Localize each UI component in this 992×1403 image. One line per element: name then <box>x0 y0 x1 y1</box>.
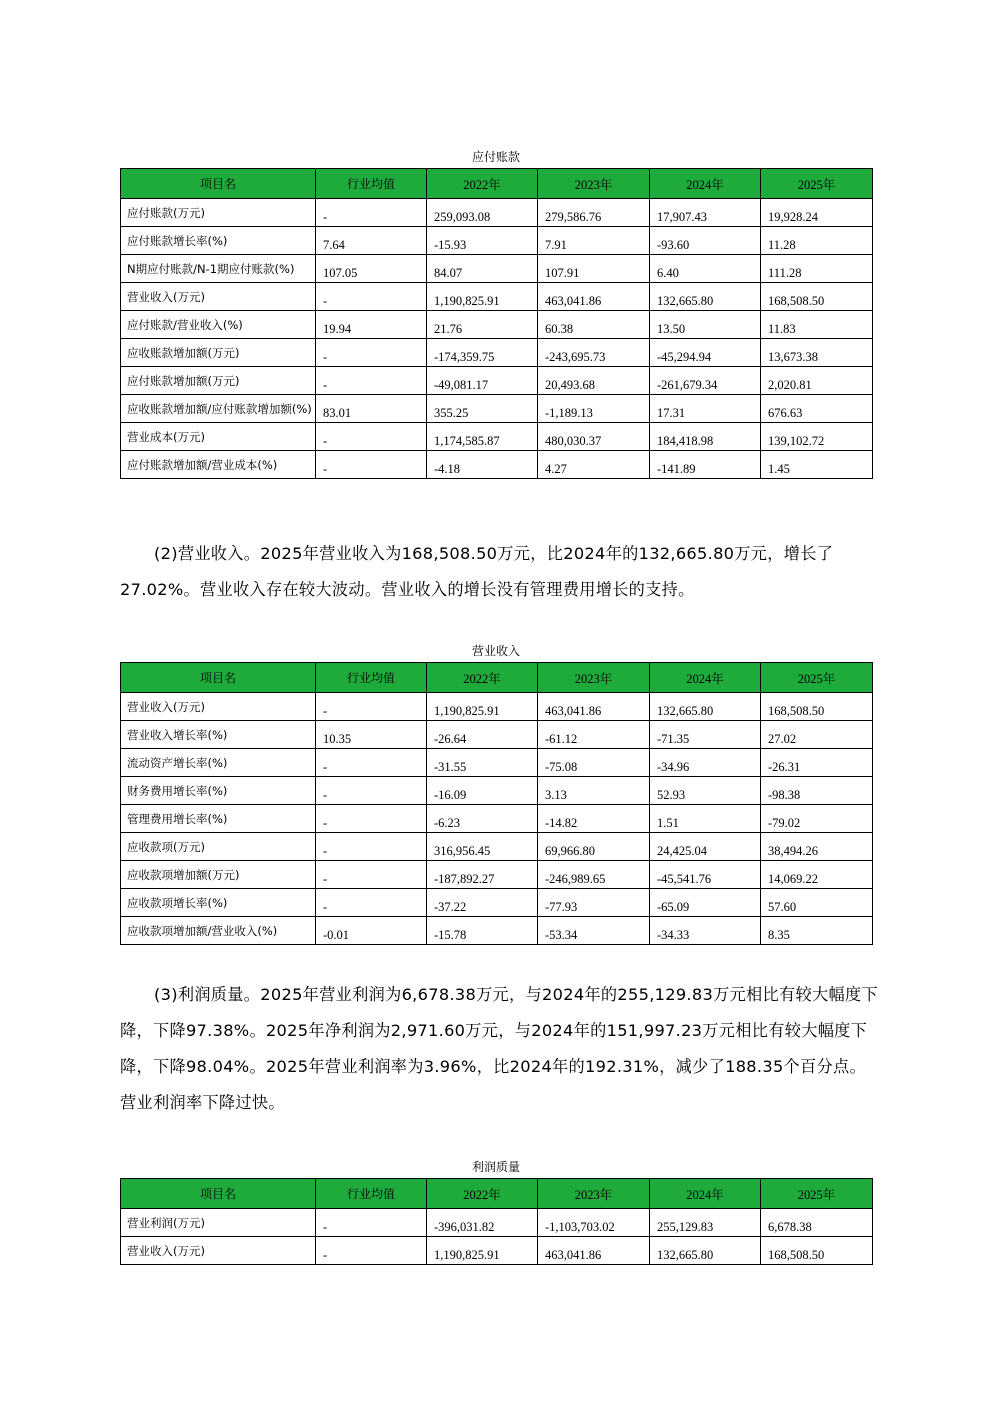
row-label-cell: 营业成本(万元) <box>121 423 316 451</box>
row-label-cell: 应收账款增加额/应付账款增加额(%) <box>121 395 316 423</box>
value-cell: -1,103,703.02 <box>538 1209 650 1237</box>
column-header: 2025年 <box>761 663 873 693</box>
value-cell: 19.94 <box>316 311 427 339</box>
value-cell: -34.33 <box>650 917 761 945</box>
value-cell: -1,189.13 <box>538 395 650 423</box>
value-cell: - <box>316 367 427 395</box>
value-cell: 17,907.43 <box>650 199 761 227</box>
table-row <box>121 917 873 945</box>
table-row <box>121 199 873 227</box>
row-label-cell: 营业收入(万元) <box>121 283 316 311</box>
value-cell: - <box>316 339 427 367</box>
value-cell: - <box>316 693 427 721</box>
table-row <box>121 423 873 451</box>
value-cell: 14,069.22 <box>761 861 873 889</box>
value-cell: 1,190,825.91 <box>427 283 538 311</box>
value-cell: -37.22 <box>427 889 538 917</box>
row-label-cell: 应付账款/营业收入(%) <box>121 311 316 339</box>
table-row <box>121 255 873 283</box>
value-cell: 111.28 <box>761 255 873 283</box>
revenue-table <box>120 662 873 945</box>
value-cell: - <box>316 777 427 805</box>
value-cell: 10.35 <box>316 721 427 749</box>
column-header: 2023年 <box>538 663 650 693</box>
value-cell: -98.38 <box>761 777 873 805</box>
value-cell: -15.93 <box>427 227 538 255</box>
value-cell: - <box>316 1237 427 1265</box>
value-cell: - <box>316 805 427 833</box>
value-cell: 1,190,825.91 <box>427 1237 538 1265</box>
row-label-cell: 应收款项增加额/营业收入(%) <box>121 917 316 945</box>
table-row <box>121 1209 873 1237</box>
value-cell: 4.27 <box>538 451 650 479</box>
value-cell: - <box>316 889 427 917</box>
table-row <box>121 833 873 861</box>
value-cell: -246,989.65 <box>538 861 650 889</box>
column-header: 2022年 <box>427 169 538 199</box>
value-cell: 6,678.38 <box>761 1209 873 1237</box>
value-cell: -77.93 <box>538 889 650 917</box>
value-cell: - <box>316 1209 427 1237</box>
value-cell: 259,093.08 <box>427 199 538 227</box>
value-cell: -65.09 <box>650 889 761 917</box>
row-label-cell: 应收账款增加额(万元) <box>121 339 316 367</box>
table-row <box>121 367 873 395</box>
value-cell: 17.31 <box>650 395 761 423</box>
value-cell: -174,359.75 <box>427 339 538 367</box>
value-cell: -31.55 <box>427 749 538 777</box>
table-title-profit-quality: 利润质量 <box>471 1160 520 1174</box>
value-cell: 132,665.80 <box>650 693 761 721</box>
value-cell: 676.63 <box>761 395 873 423</box>
value-cell: 38,494.26 <box>761 833 873 861</box>
value-cell: - <box>316 283 427 311</box>
value-cell: -45,294.94 <box>650 339 761 367</box>
value-cell: 20,493.68 <box>538 367 650 395</box>
table-row <box>121 889 873 917</box>
value-cell: -26.64 <box>427 721 538 749</box>
column-header: 2023年 <box>538 169 650 199</box>
value-cell: 21.76 <box>427 311 538 339</box>
value-cell: 480,030.37 <box>538 423 650 451</box>
value-cell: -187,892.27 <box>427 861 538 889</box>
column-header: 2025年 <box>761 1179 873 1209</box>
column-header: 2024年 <box>650 169 761 199</box>
value-cell: -53.34 <box>538 917 650 945</box>
row-label-cell: 应收款项(万元) <box>121 833 316 861</box>
table-row <box>121 861 873 889</box>
table-row <box>121 311 873 339</box>
value-cell: 11.83 <box>761 311 873 339</box>
value-cell: 7.91 <box>538 227 650 255</box>
value-cell: 139,102.72 <box>761 423 873 451</box>
value-cell: 27.02 <box>761 721 873 749</box>
value-cell: - <box>316 749 427 777</box>
value-cell: -45,541.76 <box>650 861 761 889</box>
value-cell: 1,174,585.87 <box>427 423 538 451</box>
table-title-accounts-payable: 应付账款 <box>471 150 520 164</box>
table-header-row <box>121 169 873 199</box>
table-row <box>121 749 873 777</box>
value-cell: 184,418.98 <box>650 423 761 451</box>
value-cell: 8.35 <box>761 917 873 945</box>
value-cell: 168,508.50 <box>761 283 873 311</box>
column-header: 2025年 <box>761 169 873 199</box>
column-header: 项目名 <box>121 663 316 693</box>
value-cell: -243,695.73 <box>538 339 650 367</box>
value-cell: 1,190,825.91 <box>427 693 538 721</box>
value-cell: - <box>316 861 427 889</box>
value-cell: -75.08 <box>538 749 650 777</box>
table-title-revenue: 营业收入 <box>471 644 520 658</box>
value-cell: - <box>316 833 427 861</box>
value-cell: - <box>316 423 427 451</box>
value-cell: 1.51 <box>650 805 761 833</box>
accounts-payable-table <box>120 168 873 479</box>
value-cell: 60.38 <box>538 311 650 339</box>
row-label-cell: 管理费用增长率(%) <box>121 805 316 833</box>
value-cell: 279,586.76 <box>538 199 650 227</box>
value-cell: 255,129.83 <box>650 1209 761 1237</box>
column-header: 2022年 <box>427 1179 538 1209</box>
value-cell: - <box>316 199 427 227</box>
table-row <box>121 721 873 749</box>
value-cell: -93.60 <box>650 227 761 255</box>
table-row <box>121 693 873 721</box>
value-cell: -71.35 <box>650 721 761 749</box>
value-cell: 132,665.80 <box>650 283 761 311</box>
row-label-cell: 营业收入(万元) <box>121 693 316 721</box>
row-label-cell: 应收款项增长率(%) <box>121 889 316 917</box>
value-cell: 7.64 <box>316 227 427 255</box>
table-header-row <box>121 663 873 693</box>
row-label-cell: 营业利润(万元) <box>121 1209 316 1237</box>
value-cell: 2,020.81 <box>761 367 873 395</box>
value-cell: 11.28 <box>761 227 873 255</box>
row-label-cell: 应收款项增加额(万元) <box>121 861 316 889</box>
row-label-cell: 营业收入增长率(%) <box>121 721 316 749</box>
value-cell: 69,966.80 <box>538 833 650 861</box>
value-cell: -49,081.17 <box>427 367 538 395</box>
value-cell: -15.78 <box>427 917 538 945</box>
table-row <box>121 227 873 255</box>
value-cell: 463,041.86 <box>538 283 650 311</box>
value-cell: 168,508.50 <box>761 693 873 721</box>
value-cell: -4.18 <box>427 451 538 479</box>
value-cell: 83.01 <box>316 395 427 423</box>
table-row <box>121 1237 873 1265</box>
value-cell: 316,956.45 <box>427 833 538 861</box>
value-cell: 107.91 <box>538 255 650 283</box>
paragraph-profit-quality: (3)利润质量。2025年营业利润为6,678.38万元，与2024年的255,129.83万元相比有较大幅度下降，下降97.38%。2025年净利润为2,971.60万元，与2024年的151,997.23万元相比有较大幅度下降，下降98.04%。2025年营业利润率为3.96%，比2024年的192.31%，减少了188.35个百分点。营业利润率下降过快。 <box>120 985 878 1112</box>
table-row <box>121 395 873 423</box>
paragraph-revenue: (2)营业收入。2025年营业收入为168,508.50万元，比2024年的132,665.80万元，增长了27.02%。营业收入存在较大波动。营业收入的增长没有管理费用增长的支持。 <box>120 544 834 599</box>
column-header: 行业均值 <box>316 169 427 199</box>
value-cell: -6.23 <box>427 805 538 833</box>
value-cell: 168,508.50 <box>761 1237 873 1265</box>
row-label-cell: 营业收入(万元) <box>121 1237 316 1265</box>
column-header: 2024年 <box>650 663 761 693</box>
value-cell: 1.45 <box>761 451 873 479</box>
value-cell: 132,665.80 <box>650 1237 761 1265</box>
table-row <box>121 451 873 479</box>
table-row <box>121 805 873 833</box>
value-cell: -261,679.34 <box>650 367 761 395</box>
row-label-cell: 应付账款(万元) <box>121 199 316 227</box>
row-label-cell: 应付账款增长率(%) <box>121 227 316 255</box>
value-cell: 84.07 <box>427 255 538 283</box>
value-cell: 24,425.04 <box>650 833 761 861</box>
column-header: 2022年 <box>427 663 538 693</box>
value-cell: -26.31 <box>761 749 873 777</box>
row-label-cell: 流动资产增长率(%) <box>121 749 316 777</box>
value-cell: 463,041.86 <box>538 1237 650 1265</box>
column-header: 2023年 <box>538 1179 650 1209</box>
value-cell: -14.82 <box>538 805 650 833</box>
value-cell: 13.50 <box>650 311 761 339</box>
value-cell: 355.25 <box>427 395 538 423</box>
row-label-cell: N期应付账款/N-1期应付账款(%) <box>121 255 316 283</box>
value-cell: -141.89 <box>650 451 761 479</box>
table-header-row <box>121 1179 873 1209</box>
table-row <box>121 283 873 311</box>
value-cell: -61.12 <box>538 721 650 749</box>
value-cell: -79.02 <box>761 805 873 833</box>
row-label-cell: 应付账款增加额(万元) <box>121 367 316 395</box>
value-cell: -396,031.82 <box>427 1209 538 1237</box>
value-cell: 57.60 <box>761 889 873 917</box>
table-row <box>121 777 873 805</box>
value-cell: 463,041.86 <box>538 693 650 721</box>
value-cell: 13,673.38 <box>761 339 873 367</box>
value-cell: 107.05 <box>316 255 427 283</box>
value-cell: - <box>316 451 427 479</box>
row-label-cell: 财务费用增长率(%) <box>121 777 316 805</box>
value-cell: 6.40 <box>650 255 761 283</box>
column-header: 项目名 <box>121 1179 316 1209</box>
column-header: 2024年 <box>650 1179 761 1209</box>
column-header: 项目名 <box>121 169 316 199</box>
profit-quality-table <box>120 1178 873 1265</box>
value-cell: 3.13 <box>538 777 650 805</box>
table-row <box>121 339 873 367</box>
value-cell: -0.01 <box>316 917 427 945</box>
column-header: 行业均值 <box>316 663 427 693</box>
value-cell: 52.93 <box>650 777 761 805</box>
row-label-cell: 应付账款增加额/营业成本(%) <box>121 451 316 479</box>
value-cell: 19,928.24 <box>761 199 873 227</box>
value-cell: -34.96 <box>650 749 761 777</box>
column-header: 行业均值 <box>316 1179 427 1209</box>
value-cell: -16.09 <box>427 777 538 805</box>
